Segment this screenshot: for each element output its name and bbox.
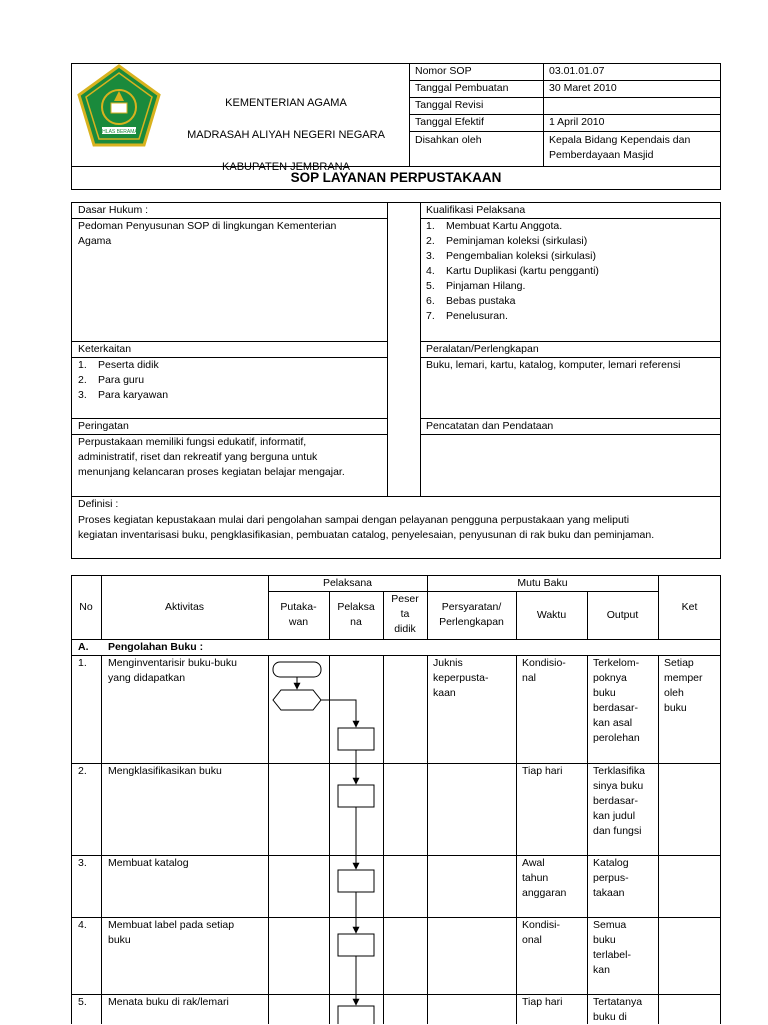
row-1-waktu: Kondisio- nal (522, 657, 566, 684)
col-header-persyaratan: Persyaratan/ Perlengkapan (439, 601, 504, 628)
flow-connector (321, 700, 356, 727)
col-header-pelaksana: Pelaksana (322, 577, 373, 589)
flow-process-4 (338, 934, 374, 956)
row-1-aktivitas: Menginventarisir buku-buku yang didapatkan (108, 657, 237, 684)
row-2-output: Terklasifika sinya buku berdasar- kan judul dan fungsi (593, 765, 645, 837)
pencatatan-label: Pencatatan dan Pendataan (426, 420, 554, 432)
col-header-no: No (79, 601, 93, 613)
flow-process-1 (338, 728, 374, 750)
row-4-aktivitas: Membuat label pada setiap buku (108, 919, 235, 946)
institution-name: KEMENTERIAN AGAMA MADRASAH ALIYAH NEGERI NEGARA KABUPATEN JEMBRANA (187, 97, 385, 173)
label-tanggal-pembuatan: Tanggal Pembuatan (415, 82, 509, 94)
label-tanggal-efektif: Tanggal Efektif (415, 116, 484, 128)
peringatan-label: Peringatan (78, 420, 129, 432)
flow-process-5 (338, 1006, 374, 1024)
flow-preparation (273, 690, 321, 710)
peringatan-text: Perpustakaan memiliki fungsi edukatif, informatif, administratif, riset dan rekreatif yang berguna untuk menunjang kelancaran proses kegiatan belajar mengajar. (78, 436, 345, 478)
col-header-waktu: Waktu (536, 609, 567, 621)
dasar-hukum-label: Dasar Hukum : (78, 204, 149, 216)
svg-text:IKHLAS BERAMAL: IKHLAS BERAMAL (97, 129, 141, 135)
row-3-no: 3. (78, 857, 87, 869)
row-5-waktu: Tiap hari (522, 996, 563, 1008)
row-1-no: 1. (78, 657, 87, 669)
peralatan-label: Peralatan/Perlengkapan (426, 343, 539, 355)
value-tanggal-pembuatan: 30 Maret 2010 (549, 82, 617, 94)
list-item: 3. Para karyawan (78, 389, 169, 401)
definisi-text: Proses kegiatan kepustakaan mulai dari pengolahan sampai dengan pelayanan pengguna perpustakaan yang meliputi kegiatan inventarisasi buku, pengklasifikasian, pembuatan catalog, penyelesaian, penyusunan di rak buku dan peminjaman. (78, 514, 655, 541)
row-4-output: Semua buku terlabel- kan (593, 919, 631, 976)
row-5-aktivitas: Menata buku di rak/lemari (108, 996, 229, 1008)
flow-start-terminator (273, 662, 321, 677)
label-tanggal-revisi: Tanggal Revisi (415, 99, 484, 111)
list-item: 1. Peserta didik (78, 359, 159, 371)
keterkaitan-label: Keterkaitan (78, 343, 132, 355)
peralatan-text: Buku, lemari, kartu, katalog, komputer, lemari referensi (426, 359, 681, 371)
row-4-waktu: Kondisi- onal (522, 919, 560, 946)
col-header-mutu-baku: Mutu Baku (517, 577, 568, 589)
kualifikasi-label: Kualifikasi Pelaksana (426, 204, 526, 216)
sop-title: SOP LAYANAN PERPUSTAKAAN (290, 170, 502, 185)
col-header-ket: Ket (681, 601, 698, 613)
col-header-aktivitas: Aktivitas (164, 601, 205, 613)
list-item: 6. Bebas pustaka (426, 295, 516, 307)
list-item: 7. Penelusuran. (426, 310, 508, 322)
list-item: 1. Membuat Kartu Anggota. (426, 220, 563, 232)
flow-process-2 (338, 785, 374, 807)
row-2-waktu: Tiap hari (522, 765, 563, 777)
section-a-no: A. (78, 641, 89, 653)
row-3-output: Katalog perpus- takaan (593, 857, 629, 899)
list-item: 4. Kartu Duplikasi (kartu pengganti) (426, 265, 599, 277)
value-nomor-sop: 03.01.01.07 (549, 65, 605, 77)
row-3-aktivitas: Membuat katalog (108, 857, 189, 869)
label-nomor-sop: Nomor SOP (415, 65, 472, 77)
value-disahkan-oleh: Kepala Bidang Kependais dan Pemberdayaan Masjid (549, 134, 691, 161)
row-3-waktu: Awal tahun anggaran (522, 857, 567, 899)
row-2-aktivitas: Mengklasifikasikan buku (108, 765, 222, 777)
row-1-ket: Setiap memper oleh buku (664, 657, 703, 714)
list-item: 2. Para guru (78, 374, 145, 386)
value-tanggal-efektif: 1 April 2010 (549, 116, 605, 128)
definisi-label: Definisi : (78, 498, 119, 510)
row-2-no: 2. (78, 765, 87, 777)
row-4-no: 4. (78, 919, 87, 931)
row-5-no: 5. (78, 996, 87, 1008)
row-1-persyaratan: Juknis keperpusta- kaan (433, 657, 489, 699)
list-item: 5. Pinjaman Hilang. (426, 280, 526, 292)
row-5-output: Tertatanya buku di (593, 996, 643, 1023)
list-item: 3. Pengembalian koleksi (sirkulasi) (426, 250, 596, 262)
dasar-hukum-text: Pedoman Penyusunan SOP di lingkungan Kementerian Agama (78, 220, 337, 247)
col-header-peserta-didik: Peser ta didik (391, 593, 419, 635)
section-a-title: Pengolahan Buku : (108, 641, 204, 653)
label-disahkan-oleh: Disahkan oleh (415, 134, 482, 146)
list-item: 2. Peminjaman koleksi (sirkulasi) (426, 235, 588, 247)
col-header-pustakawan: Putaka- wan (280, 601, 317, 628)
row-1-output: Terkelom- poknya buku berdasar- kan asal perolehan (593, 657, 640, 744)
flow-process-3 (338, 870, 374, 892)
col-header-output: Output (606, 609, 639, 621)
col-header-pelaksana-sub: Pelaksa na (337, 601, 375, 628)
